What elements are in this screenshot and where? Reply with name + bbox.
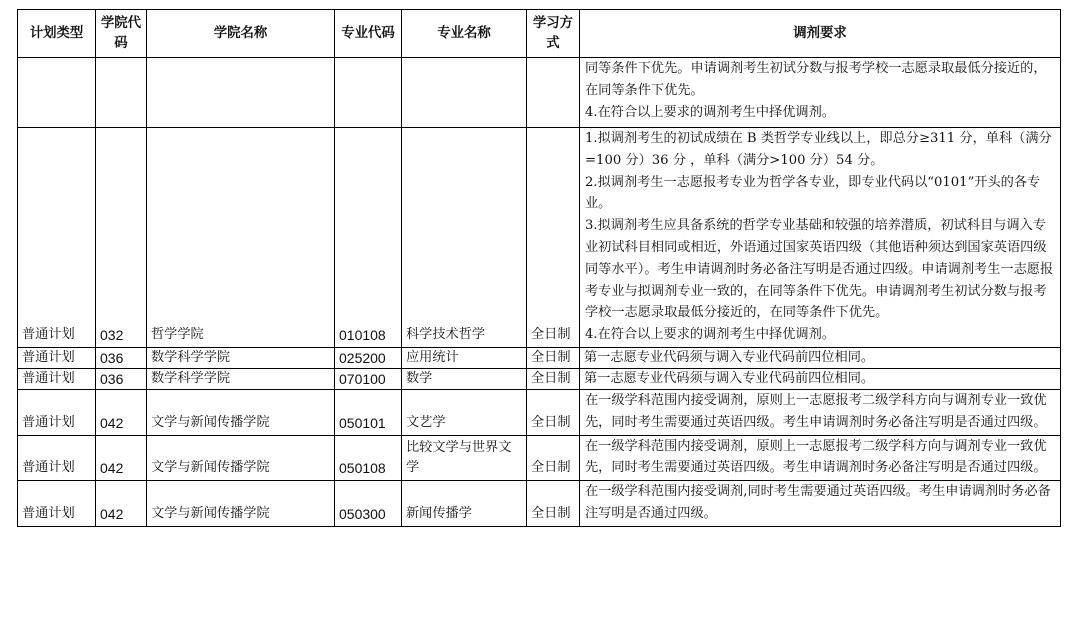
document-page (17, 9, 1060, 527)
cell-college-code: 036 (96, 347, 147, 368)
requirement-paragraph: 1.拟调剂考生的初试成绩在 B 类哲学专业线以上，即总分≥311 分，单科（满分=100 分）36 分 ，单科（满分>100 分）54 分。 (585, 131, 1052, 168)
header-major-code: 专业代码 (335, 10, 402, 58)
cell-major-code (335, 58, 402, 128)
cell-study-mode (527, 58, 580, 128)
cell-major-code: 050101 (335, 389, 402, 435)
cell-study-mode: 全日制 (527, 347, 580, 368)
cell-requirements (580, 128, 1061, 348)
cell-college-name: 文学与新闻传播学院 (147, 481, 335, 527)
cell-college-code: 042 (96, 389, 147, 435)
cell-college-code: 042 (96, 481, 147, 527)
cell-plan-type: 普通计划 (18, 481, 96, 527)
cell-college-name: 文学与新闻传播学院 (147, 389, 335, 435)
table-row (18, 58, 1061, 128)
cell-major-name: 科学技术哲学 (402, 128, 527, 348)
cell-major-code: 050108 (335, 435, 402, 481)
cell-major-code: 025200 (335, 347, 402, 368)
cell-college-code: 042 (96, 435, 147, 481)
cell-plan-type: 普通计划 (18, 128, 96, 348)
cell-study-mode: 全日制 (527, 128, 580, 348)
requirement-paragraph: 4.在符合以上要求的调剂考生中择优调剂。 (585, 104, 835, 120)
table-row (18, 481, 1061, 527)
cell-requirements: 第一志愿专业代码须与调入专业代码前四位相同。 (580, 347, 1061, 368)
cell-major-name: 应用统计 (402, 347, 527, 368)
requirement-paragraph: 2.拟调剂考生一志愿报考专业为哲学各专业，即专业代码以“0101”开头的各专业。 (585, 174, 1041, 212)
cell-requirements: 在一级学科范围内接受调剂，原则上一志愿报考二级学科方向与调剂专业一致优先，同时考生需要通过英语四级。考生申请调剂时务必备注写明是否通过四级。 (580, 389, 1061, 435)
cell-college-code: 036 (96, 368, 147, 389)
table-row (18, 347, 1061, 368)
header-major-name: 专业名称 (402, 10, 527, 58)
header-plan-type: 计划类型 (18, 10, 96, 58)
cell-study-mode: 全日制 (527, 389, 580, 435)
cell-major-code: 050300 (335, 481, 402, 527)
requirement-paragraph: 3.拟调剂考生应具备系统的哲学专业基础和较强的培养潜质，初试科目与调入专业初试科目相同或相近，外语通过国家英语四级（其他语种须达到国家英语四级同等水平）。考生申请调剂时务必备注写明是否通过四级。申请调剂考生一志愿报考专业与拟调剂专业一致的，在同等条件下优先。申请调剂考生初试分数与报考学校一志愿录取最低分接近的，在同等条件下优先。 (585, 218, 1054, 321)
cell-college-name: 文学与新闻传播学院 (147, 435, 335, 481)
cell-requirements: 在一级学科范围内接受调剂,同时考生需要通过英语四级。考生申请调剂时务必备注写明是否通过四级。 (580, 481, 1061, 527)
cell-study-mode: 全日制 (527, 368, 580, 389)
cell-plan-type (18, 58, 96, 128)
cell-study-mode: 全日制 (527, 481, 580, 527)
cell-college-code (96, 58, 147, 128)
cell-plan-type: 普通计划 (18, 389, 96, 435)
cell-major-code: 010108 (335, 128, 402, 348)
cell-major-code: 070100 (335, 368, 402, 389)
cell-college-name (147, 58, 335, 128)
cell-requirements: 在一级学科范围内接受调剂，原则上一志愿报考二级学科方向与调剂专业一致优先，同时考生需要通过英语四级。考生申请调剂时务必备注写明是否通过四级。 (580, 435, 1061, 481)
header-study-mode: 学习方式 (527, 10, 580, 58)
cell-college-name: 数学科学学院 (147, 368, 335, 389)
cell-college-name: 哲学学院 (147, 128, 335, 348)
table-row (18, 389, 1061, 435)
cell-major-name: 新闻传播学 (402, 481, 527, 527)
cell-major-name: 文艺学 (402, 389, 527, 435)
cell-college-code: 032 (96, 128, 147, 348)
header-college-name: 学院名称 (147, 10, 335, 58)
cell-requirements: 第一志愿专业代码须与调入专业代码前四位相同。 (580, 368, 1061, 389)
table-row (18, 368, 1061, 389)
cell-major-name: 数学 (402, 368, 527, 389)
header-college-code: 学院代码 (96, 10, 147, 58)
cell-major-name (402, 58, 527, 128)
requirement-paragraph: 同等条件下优先。申请调剂考生初试分数与报考学校一志愿录取最低分接近的，在同等条件下优先。 (585, 61, 1047, 98)
header-row (18, 10, 1061, 58)
cell-plan-type: 普通计划 (18, 435, 96, 481)
adjustment-table (17, 9, 1061, 527)
table-row (18, 128, 1061, 348)
requirement-paragraph: 4.在符合以上要求的调剂考生中择优调剂。 (585, 327, 835, 343)
cell-plan-type: 普通计划 (18, 368, 96, 389)
cell-college-name: 数学科学学院 (147, 347, 335, 368)
cell-plan-type: 普通计划 (18, 347, 96, 368)
cell-study-mode: 全日制 (527, 435, 580, 481)
cell-major-name: 比较文学与世界文学 (402, 435, 527, 481)
header-requirements: 调剂要求 (580, 10, 1061, 58)
cell-requirements (580, 58, 1061, 128)
table-row (18, 435, 1061, 481)
